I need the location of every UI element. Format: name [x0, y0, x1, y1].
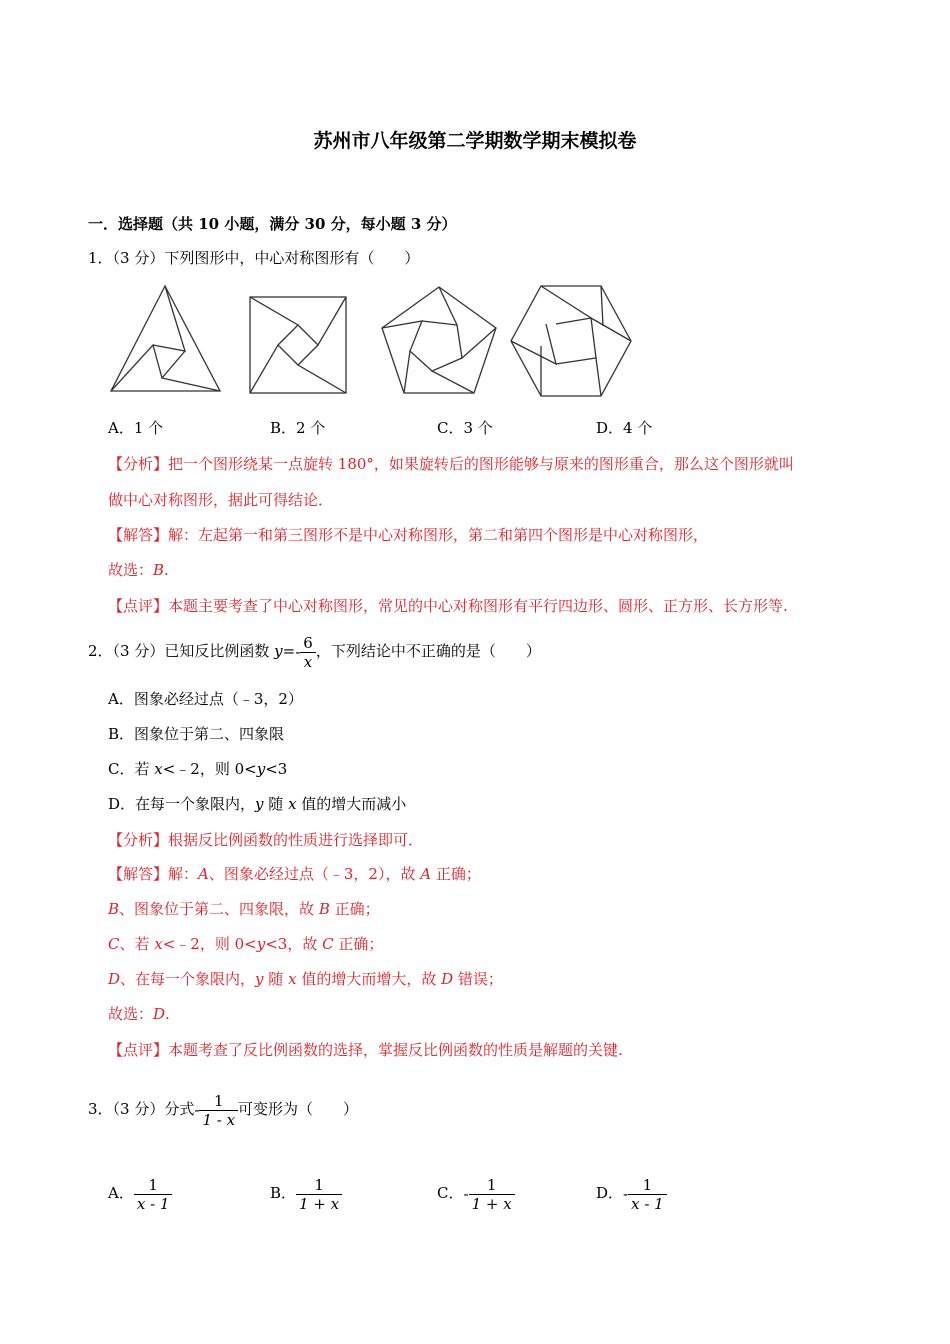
q2-comment: 【点评】本题考查了反比例函数的选择，掌握反比例函数的性质是解题的关键.: [108, 1041, 623, 1059]
q3-fraction: $\frac{1}{1 - x}$: [199, 1092, 238, 1129]
square-pinwheel-figure: [250, 297, 346, 393]
q1-comment: 【点评】本题主要考查了中心对称图形，常见的中心对称图形有平行四边形、圆形、正方形、长方形等.: [108, 597, 788, 615]
q2-fraction: $\frac{6}{x}$: [300, 634, 316, 671]
q3-option-a: A． $\frac{1}{x - 1}$: [108, 1172, 172, 1214]
q2-stem: 2．（3 分）已知反比例函数 y=- $\frac{6}{x}$ ，下列结论中不正确的是（ ）: [88, 633, 541, 671]
q2-answer-d: D、在每一个象限内，y 随 x 值的增大而增大，故 D 错误；: [108, 970, 503, 988]
page-title: 苏州市八年级第二学期数学期末模拟卷: [313, 130, 637, 152]
q1-figures: [105, 283, 640, 398]
q2-answer-b: B、图象位于第二、四象限，故 B 正确；: [108, 900, 380, 918]
q2-answer-c: C、若 x<﹣2，则 0<y<3，故 C 正确；: [108, 935, 384, 953]
q1-stem: 1．（3 分）下列图形中，中心对称图形有（ ）: [88, 249, 420, 267]
q1-option-a: A．1 个: [108, 419, 164, 437]
pentagon-pinwheel-figure: [382, 287, 496, 393]
q1-answer: 【解答】解：左起第一和第三图形不是中心对称图形，第二和第四个图形是中心对称图形，: [108, 526, 709, 544]
q3-option-b: B． $\frac{1}{1 + x}$: [270, 1172, 342, 1214]
q2-option-d: D．在每一个象限内，y 随 x 值的增大而减小: [108, 795, 407, 813]
q1-option-d: D．4 个: [596, 419, 653, 437]
q2-answer-a: 【解答】解：A、图象必经过点（﹣3，2），故 A 正确；: [108, 865, 481, 883]
q2-analysis: 【分析】根据反比例函数的性质进行选择即可．: [108, 831, 424, 849]
q2-option-a: A．图象必经过点（﹣3，2）: [108, 690, 303, 708]
q1-option-b: B．2 个: [270, 419, 326, 437]
q2-option-b: B．图象位于第二、四象限: [108, 725, 285, 743]
q2-choice: 故选：D.: [108, 1005, 170, 1023]
q1-analysis-line1: 【分析】把一个图形绕某一点旋转 180°，如果旋转后的图形能够与原来的图形重合，那么这个图形就叫: [108, 455, 794, 473]
q1-analysis-line2: 做中心对称图形，据此可得结论．: [108, 491, 334, 509]
q3-option-d: D．- $\frac{1}{x - 1}$: [596, 1172, 667, 1215]
q2-option-c: C．若 x<﹣2，则 0<y<3: [108, 760, 288, 778]
q1-option-c: C．3 个: [437, 419, 493, 437]
section-heading: 一．选择题（共 10 小题，满分 30 分，每小题 3 分）: [88, 215, 457, 233]
q3-option-c: C．- $\frac{1}{1 + x}$: [437, 1172, 515, 1215]
q3-stem: 3．（3 分）分式- $\frac{1}{1 - x}$ 可变形为（ ）: [88, 1091, 359, 1129]
triangle-pinwheel-figure: [111, 286, 220, 391]
q1-choice: 故选：B.: [108, 561, 169, 579]
hexagon-pinwheel-figure: [511, 286, 631, 396]
